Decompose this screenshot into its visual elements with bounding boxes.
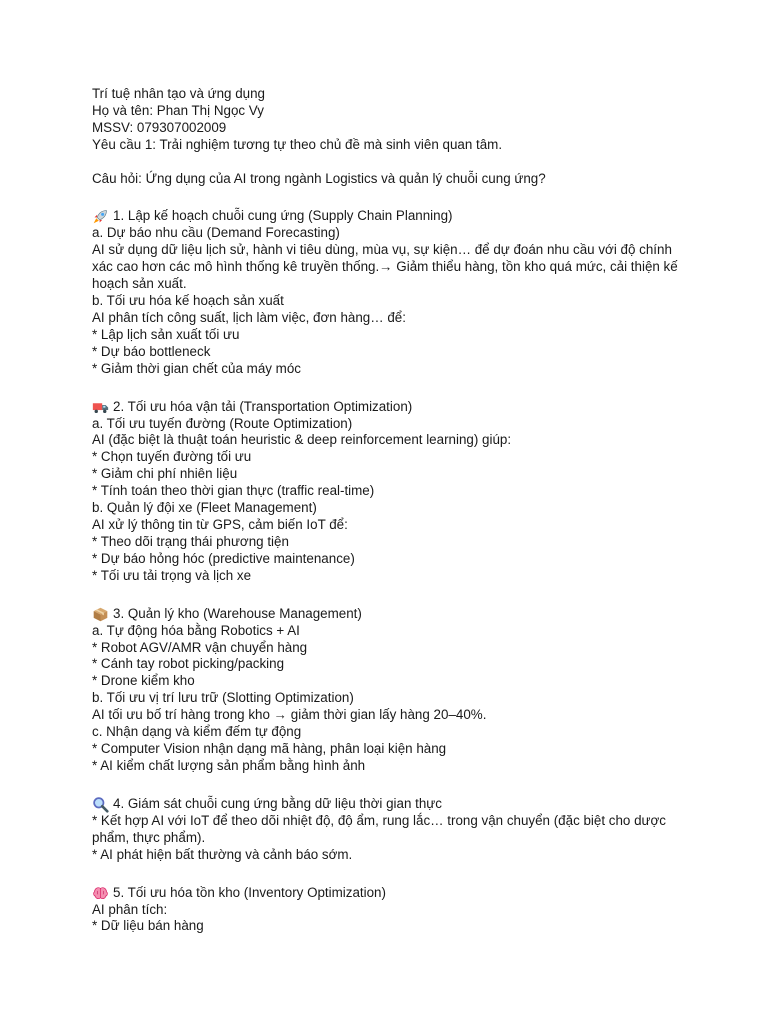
section-line: b. Tối ưu vị trí lưu trữ (Slotting Optimization) xyxy=(92,690,354,706)
section-line: AI tối ưu bố trí hàng trong kho → giảm thời gian lấy hàng 20–40%. xyxy=(92,707,487,723)
section-line: * Dự báo hỏng hóc (predictive maintenance) xyxy=(92,550,355,566)
section-supply-chain-planning xyxy=(92,208,692,377)
section-realtime-monitoring xyxy=(92,796,692,864)
section-line: b. Quản lý đội xe (Fleet Management) xyxy=(92,500,317,516)
section-transportation xyxy=(92,399,692,585)
brain-icon xyxy=(92,885,109,902)
magnifier-icon xyxy=(92,796,109,813)
document-page xyxy=(92,86,692,935)
section-line: a. Tối ưu tuyến đường (Route Optimization) xyxy=(92,415,353,431)
section-line: * Drone kiểm kho xyxy=(92,673,195,689)
section-line: AI phân tích: xyxy=(92,901,168,917)
section-line: a. Tự động hóa bằng Robotics + AI xyxy=(92,622,300,638)
section-line: * Lập lịch sản xuất tối ưu xyxy=(92,326,240,342)
section-line: * Computer Vision nhận dạng mã hàng, phân loại kiện hàng xyxy=(92,740,447,756)
section-title: 5. Tối ưu hóa tồn kho (Inventory Optimization) xyxy=(113,884,386,900)
section-line: * Dự báo bottleneck xyxy=(92,343,211,359)
section-line: * Chọn tuyến đường tối ưu xyxy=(92,449,252,465)
rocket-icon xyxy=(92,208,109,225)
section-line: * Theo dõi trạng thái phương tiện xyxy=(92,533,289,549)
section-title: 1. Lập kế hoạch chuỗi cung ứng (Supply Chain Planning) xyxy=(113,208,453,224)
section-line: a. Dự báo nhu cầu (Demand Forecasting) xyxy=(92,225,340,241)
section-line: b. Tối ưu hóa kế hoạch sản xuất xyxy=(92,293,284,309)
section-line: * Kết hợp AI với IoT để theo dõi nhiệt độ, độ ẩm, rung lắc… trong vận chuyển (đặc biệt cho dược phẩm, thực phẩm). xyxy=(92,812,670,845)
section-line: AI phân tích công suất, lịch làm việc, đơn hàng… để: xyxy=(92,309,406,325)
section-line: AI xử lý thông tin từ GPS, cảm biến IoT để: xyxy=(92,517,348,533)
section-line: * Tính toán theo thời gian thực (traffic real-time) xyxy=(92,483,375,499)
section-line: AI sử dụng dữ liệu lịch sử, hành vi tiêu dùng, mùa vụ, sự kiện… để dự đoán nhu cầu với độ chính xác cao hơn các mô hình thống kê truyền thống.→ Giảm thiểu hàng, tồn kho quá mức, cải thiện kế hoạch sản xuất. xyxy=(92,242,682,292)
course-title: Trí tuệ nhân tạo và ứng dụng xyxy=(92,86,265,101)
section-line: * Cánh tay robot picking/packing xyxy=(92,656,285,672)
section-line: * Tối ưu tải trọng và lịch xe xyxy=(92,567,252,583)
student-name: Họ và tên: Phan Thị Ngọc Vy xyxy=(92,102,264,118)
section-line: * Giảm thời gian chết của máy móc xyxy=(92,360,301,376)
section-line: * Robot AGV/AMR vận chuyển hàng xyxy=(92,639,308,655)
section-title: 4. Giám sát chuỗi cung ứng bằng dữ liệu thời gian thực xyxy=(113,795,442,811)
section-line: c. Nhận dạng và kiểm đếm tự động xyxy=(92,724,302,740)
section-line: AI (đặc biệt là thuật toán heuristic & deep reinforcement learning) giúp: xyxy=(92,432,512,448)
package-icon xyxy=(92,606,109,623)
requirement-text: Yêu cầu 1: Trải nghiệm tương tự theo chủ đề mà sinh viên quan tâm. xyxy=(92,136,503,152)
section-title: 3. Quản lý kho (Warehouse Management) xyxy=(113,605,362,621)
truck-icon xyxy=(92,399,109,416)
section-title: 2. Tối ưu hóa vận tải (Transportation Optimization) xyxy=(113,398,413,414)
section-line: * AI phát hiện bất thường và cảnh báo sớm. xyxy=(92,846,353,862)
student-id: MSSV: 079307002009 xyxy=(92,119,227,135)
section-line: * AI kiểm chất lượng sản phẩm bằng hình ảnh xyxy=(92,757,366,773)
section-line: * Dữ liệu bán hàng xyxy=(92,918,204,934)
section-line: * Giảm chi phí nhiên liệu xyxy=(92,466,238,482)
section-inventory xyxy=(92,885,692,936)
section-warehouse xyxy=(92,606,692,775)
question-text: Câu hỏi: Ứng dụng của AI trong ngành Logistics và quản lý chuỗi cung ứng? xyxy=(92,170,546,186)
